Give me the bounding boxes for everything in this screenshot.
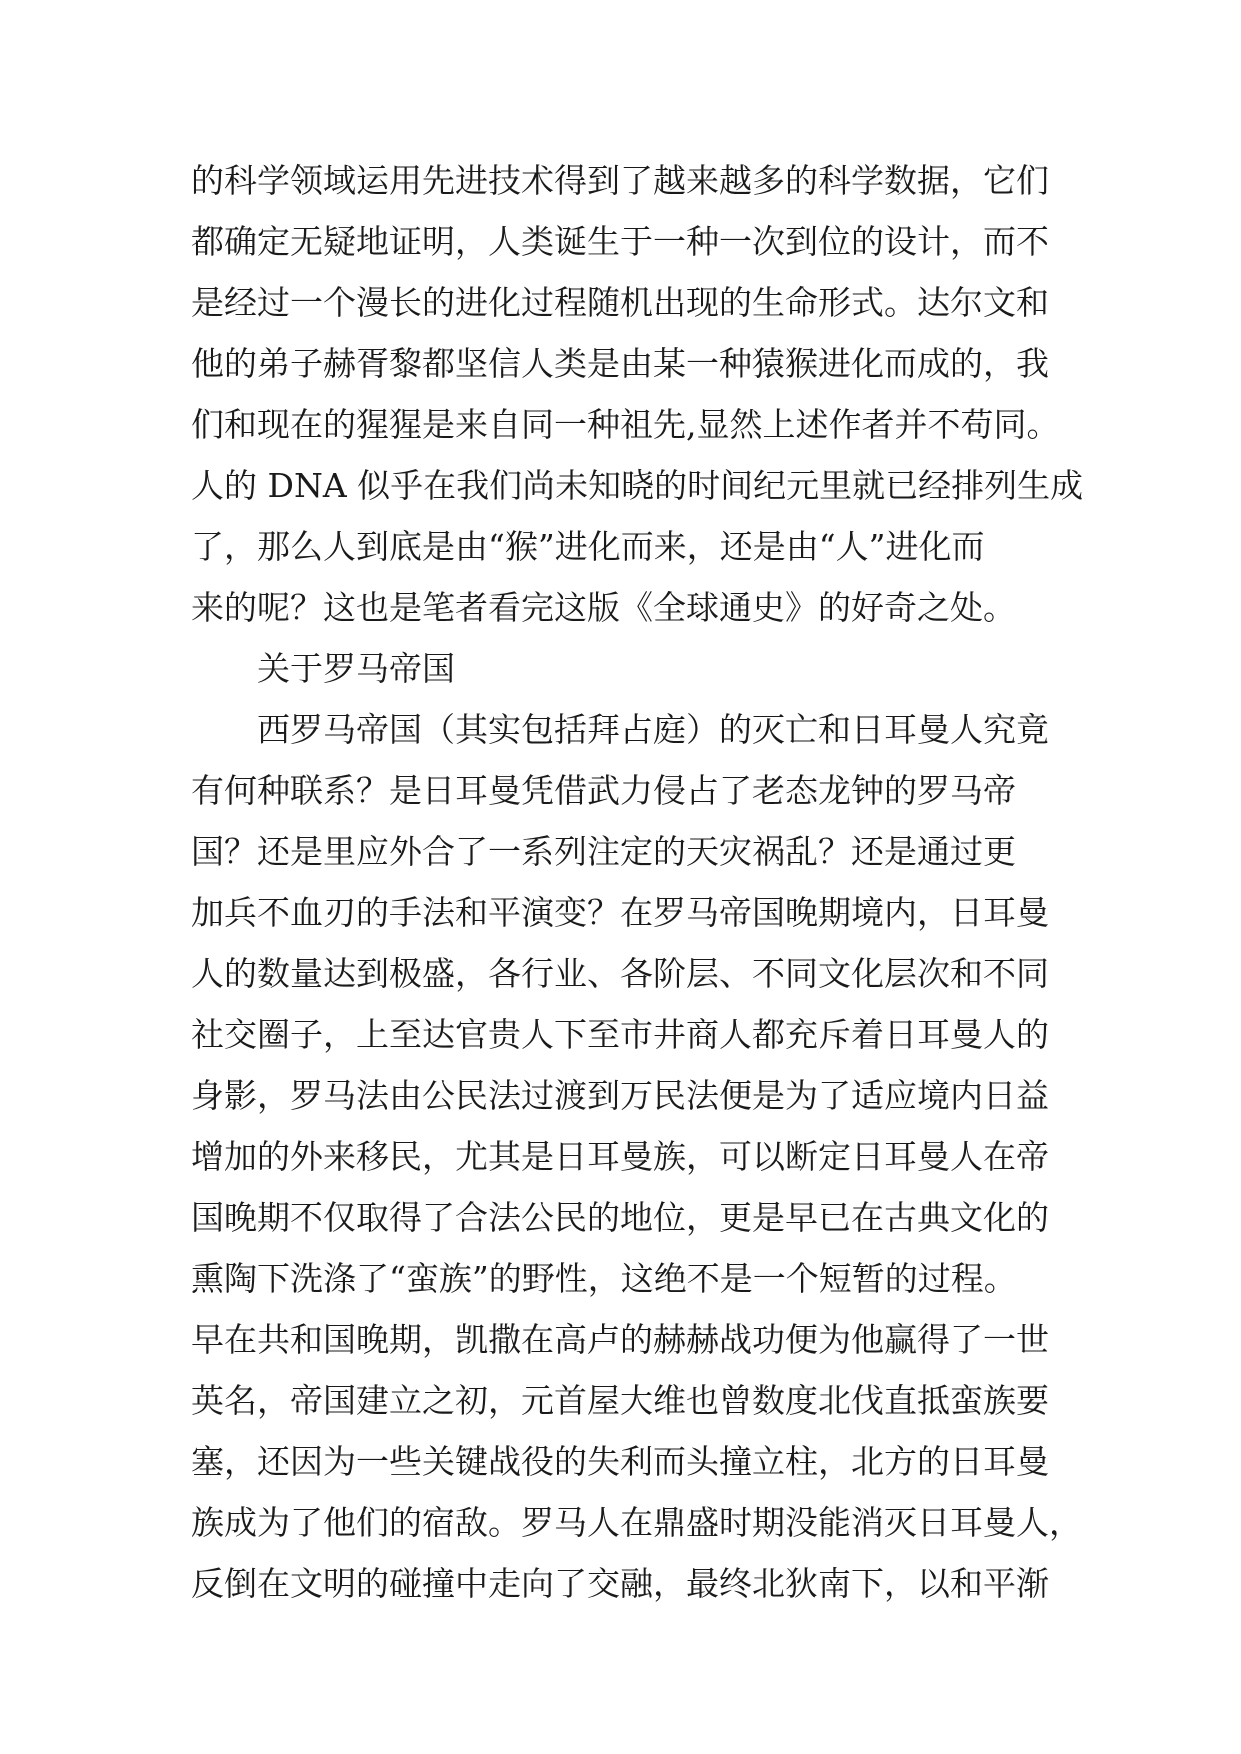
text-line: 反倒在文明的碰撞中走向了交融，最终北狄南下，以和平渐 bbox=[191, 1564, 1049, 1603]
text-line: 人的数量达到极盛，各行业、各阶层、不同文化层次和不同 bbox=[191, 954, 1049, 993]
text-line: 社交圈子，上至达官贵人下至市井商人都充斥着日耳曼人的 bbox=[191, 1015, 1049, 1054]
text-line: 熏陶下洗涤了“蛮族”的野性，这绝不是一个短暂的过程。 bbox=[191, 1259, 1017, 1298]
text-line: 来的呢？这也是笔者看完这版《全球通史》的好奇之处。 bbox=[191, 588, 1016, 627]
text-line: 英名，帝国建立之初，元首屋大维也曾数度北伐直抵蛮族要 bbox=[191, 1381, 1049, 1420]
document-body bbox=[191, 150, 1091, 1614]
text-line: 增加的外来移民，尤其是日耳曼族，可以断定日耳曼人在帝 bbox=[191, 1137, 1049, 1176]
text-line: 是经过一个漫长的进化过程随机出现的生命形式。达尔文和 bbox=[191, 283, 1049, 322]
section-heading: 关于罗马帝国 bbox=[257, 649, 455, 688]
paragraph-human-origin bbox=[191, 150, 1091, 638]
text-line: 了，那么人到底是由“猴”进化而来，还是由“人”进化而 bbox=[191, 527, 985, 566]
text-line: 他的弟子赫胥黎都坚信人类是由某一种猿猴进化而成的，我 bbox=[191, 344, 1049, 383]
text-line: 国晚期不仅取得了合法公民的地位，更是早已在古典文化的 bbox=[191, 1198, 1049, 1237]
text-line: 都确定无疑地证明，人类诞生于一种一次到位的设计，而不 bbox=[191, 222, 1049, 261]
text-line: 早在共和国晚期，凯撒在高卢的赫赫战功便为他赢得了一世 bbox=[191, 1320, 1049, 1359]
text-line: 西罗马帝国（其实包括拜占庭）的灭亡和日耳曼人究竟 bbox=[257, 710, 1049, 749]
text-line: 们和现在的猩猩是来自同一种祖先,显然上述作者并不苟同。 bbox=[191, 405, 1060, 444]
section-heading-roman-empire bbox=[191, 638, 1091, 699]
text-line: 族成为了他们的宿敌。罗马人在鼎盛时期没能消灭日耳曼人， bbox=[191, 1503, 1082, 1542]
text-line: 国？还是里应外合了一系列注定的天灾祸乱？还是通过更 bbox=[191, 832, 1016, 871]
text-line: 有何种联系？是日耳曼凭借武力侵占了老态龙钟的罗马帝 bbox=[191, 771, 1016, 810]
text-line: 身影，罗马法由公民法过渡到万民法便是为了适应境内日益 bbox=[191, 1076, 1049, 1115]
text-line: 人的 DNA 似乎在我们尚未知晓的时间纪元里就已经排列生成 bbox=[191, 466, 1084, 505]
text-line: 加兵不血刃的手法和平演变？在罗马帝国晚期境内，日耳曼 bbox=[191, 893, 1049, 932]
text-line: 的科学领域运用先进技术得到了越来越多的科学数据，它们 bbox=[191, 161, 1049, 200]
text-line: 塞，还因为一些关键战役的失利而头撞立柱，北方的日耳曼 bbox=[191, 1442, 1049, 1481]
paragraph-roman-empire bbox=[191, 699, 1091, 1614]
